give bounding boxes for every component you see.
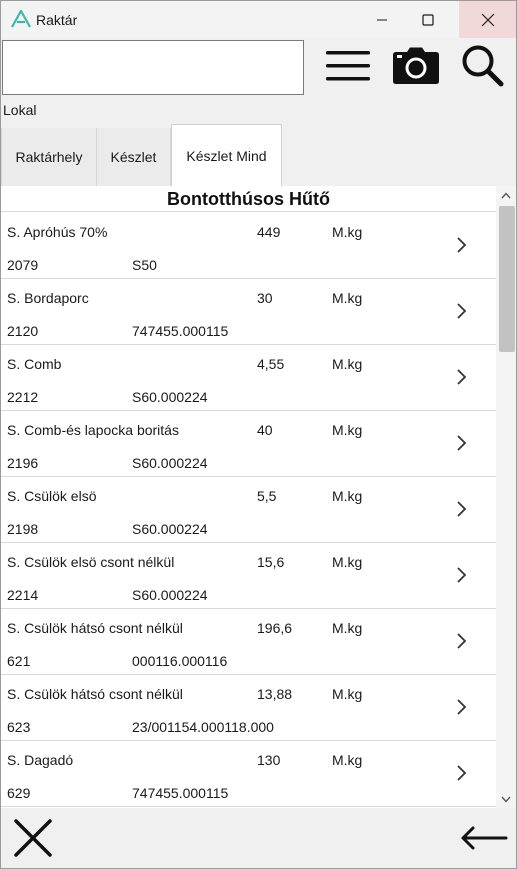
item-unit: M.kg <box>332 554 363 570</box>
back-button[interactable] <box>457 822 511 858</box>
item-lot: S60.000224 <box>132 587 208 603</box>
item-lot: S60.000224 <box>132 521 208 537</box>
tab-bar <box>1 124 516 186</box>
scroll-down-arrow-icon[interactable] <box>496 790 516 808</box>
item-name: S. Apróhús 70% <box>7 224 108 240</box>
item-unit: M.kg <box>332 224 363 240</box>
search-button[interactable] <box>453 41 513 96</box>
item-quantity: 15,6 <box>257 554 285 570</box>
search-input[interactable] <box>2 40 304 95</box>
list-item[interactable] <box>1 477 496 543</box>
chevron-right-icon <box>456 302 468 320</box>
item-code: 2198 <box>7 521 39 537</box>
list-item[interactable] <box>1 411 496 477</box>
back-arrow-icon <box>460 826 508 855</box>
list-header: Bontotthúsos Hűtő <box>1 186 496 212</box>
scroll-thumb[interactable] <box>499 206 515 352</box>
maximize-button[interactable] <box>405 1 451 38</box>
item-lot: 23/001154.000118.000 <box>132 719 274 735</box>
item-name: S. Comb <box>7 356 62 372</box>
minimize-button[interactable] <box>359 1 405 38</box>
item-unit: M.kg <box>332 422 363 438</box>
item-quantity: 13,88 <box>257 686 293 702</box>
item-lot: 747455.000115 <box>132 785 229 801</box>
list-item[interactable] <box>1 213 496 279</box>
window-title: Raktár <box>36 12 78 28</box>
title-bar <box>1 1 516 38</box>
item-code: 2212 <box>7 389 39 405</box>
chevron-right-icon <box>456 632 468 650</box>
item-quantity: 5,5 <box>257 488 277 504</box>
item-name: S. Csülök elsö csont nélkül <box>7 554 175 570</box>
chevron-right-icon <box>456 236 468 254</box>
item-code: 621 <box>7 653 31 669</box>
item-unit: M.kg <box>332 686 363 702</box>
item-code: 2120 <box>7 323 39 339</box>
list-item[interactable] <box>1 741 496 807</box>
list-item[interactable] <box>1 345 496 411</box>
camera-button[interactable] <box>385 41 447 96</box>
item-unit: M.kg <box>332 356 363 372</box>
scroll-up-arrow-icon[interactable] <box>496 186 516 204</box>
item-name: S. Csülök elsö <box>7 488 97 504</box>
list-item[interactable] <box>1 543 496 609</box>
chevron-right-icon <box>456 764 468 782</box>
menu-icon <box>326 49 370 88</box>
search-icon <box>461 44 505 93</box>
item-unit: M.kg <box>332 290 363 306</box>
menu-button[interactable] <box>319 41 377 96</box>
item-code: 2214 <box>7 587 39 603</box>
app-logo-icon <box>10 9 32 29</box>
tab-raktarhely[interactable]: Raktárhely <box>1 128 97 186</box>
close-button[interactable] <box>11 818 55 862</box>
scrollbar[interactable] <box>496 186 516 808</box>
chevron-right-icon <box>456 698 468 716</box>
item-lot: S50 <box>132 257 157 273</box>
chevron-right-icon <box>456 434 468 452</box>
item-lot: 747455.000115 <box>132 323 229 339</box>
item-quantity: 449 <box>257 224 281 240</box>
item-quantity: 30 <box>257 290 273 306</box>
bottom-bar <box>1 808 516 868</box>
item-code: 629 <box>7 785 31 801</box>
item-name: S. Comb-és lapocka boritás <box>7 422 179 438</box>
item-code: 2079 <box>7 257 39 273</box>
item-lot: 000116.000116 <box>132 653 228 669</box>
item-unit: M.kg <box>332 752 363 768</box>
list-item[interactable] <box>1 279 496 345</box>
tab-keszlet[interactable]: Készlet <box>97 128 171 186</box>
item-quantity: 130 <box>257 752 281 768</box>
close-window-button[interactable] <box>459 1 516 38</box>
item-quantity: 40 <box>257 422 273 438</box>
stock-list <box>1 186 516 808</box>
item-name: S. Csülök hátsó csont nélkül <box>7 686 183 702</box>
chevron-right-icon <box>456 566 468 584</box>
item-name: S. Dagadó <box>7 752 74 768</box>
chevron-right-icon <box>456 368 468 386</box>
list-item[interactable] <box>1 609 496 675</box>
item-lot: S60.000224 <box>132 455 208 471</box>
item-code: 2196 <box>7 455 39 471</box>
item-unit: M.kg <box>332 488 363 504</box>
item-code: 623 <box>7 719 31 735</box>
close-icon <box>14 819 52 862</box>
source-label: Lokal <box>3 102 37 118</box>
chevron-right-icon <box>456 500 468 518</box>
item-quantity: 4,55 <box>257 356 285 372</box>
item-quantity: 196,6 <box>257 620 293 636</box>
camera-icon <box>392 47 440 90</box>
item-lot: S60.000224 <box>132 389 208 405</box>
list-item[interactable] <box>1 675 496 741</box>
item-unit: M.kg <box>332 620 363 636</box>
item-name: S. Csülök hátsó csont nélkül <box>7 620 183 636</box>
tab-keszlet-mind[interactable]: Készlet Mind <box>171 124 282 186</box>
item-name: S. Bordaporc <box>7 290 89 306</box>
